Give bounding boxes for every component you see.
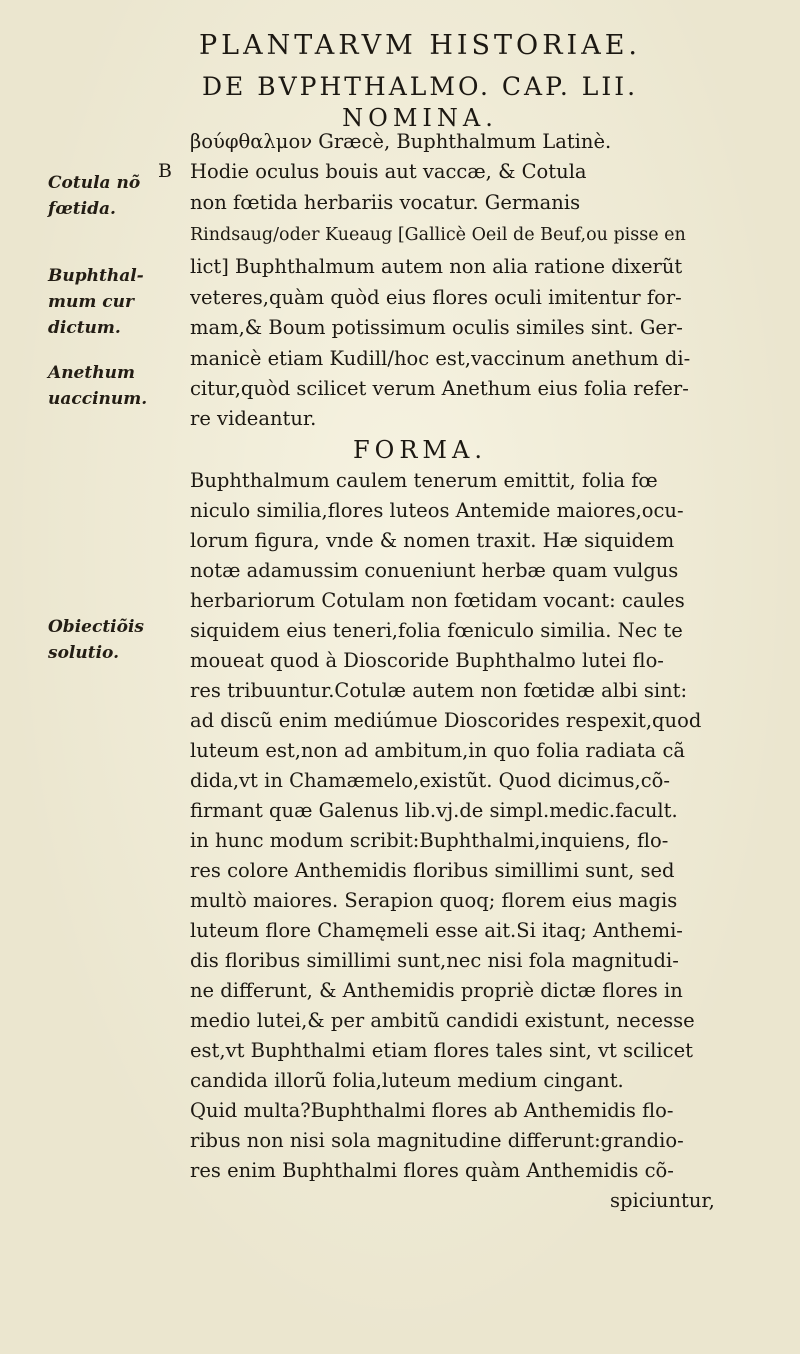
margin-note-buphthalmum [48, 263, 144, 341]
margin-note-cotula [48, 170, 140, 222]
body-line: herbariorum Cotulam non fœtidam vocant: caules [190, 589, 685, 612]
body-line: ribus non nisi sola magnitudine differunt:grandio- [190, 1129, 684, 1152]
body-line: ne differunt, & Anthemidis propriè dictæ flores in [190, 979, 683, 1002]
body-line: lorum figura, vnde & nomen traxit. Hæ siquidem [190, 529, 675, 552]
body-line: moueat quod à Dioscoride Buphthalmo lutei flo- [190, 649, 664, 672]
chapter-title: DE BVPHTHALMO. CAP. LII. [201, 72, 639, 101]
body-line: Hodie oculus bouis aut vaccæ, & Cotula [190, 160, 587, 183]
section-heading-forma: FORMA. [353, 436, 487, 464]
margin-note-line: Obiectiõis [48, 617, 144, 637]
margin-note-line: dictum. [48, 318, 121, 338]
body-line: res colore Anthemidis floribus simillimi sunt, sed [190, 859, 675, 882]
margin-note-line: Cotula nõ [48, 173, 141, 193]
body-line: mam,& Boum potissimum oculis similes sint. Ger- [190, 316, 683, 339]
margin-note-line: solutio. [48, 643, 119, 663]
body-line: lict] Buphthalmum autem non alia ratione dixerũt [190, 255, 683, 278]
body-line: dida,vt in Chamæmelo,existũt. Quod dicimus,cõ- [190, 769, 670, 792]
body-line: dis floribus simillimi sunt,nec nisi fola magnitudi- [190, 949, 679, 972]
body-line: Rindsaug/oder Kueaug [Gallicè Oeil de Beuf,ou pisse en [190, 225, 686, 245]
body-line: luteum est,non ad ambitum,in quo folia radiata cã [190, 739, 686, 762]
body-line: non fœtida herbariis vocatur. Germanis [190, 191, 581, 214]
margin-note-line: fœtida. [48, 199, 116, 219]
running-head: PLANTARVM HISTORIAE. [199, 30, 641, 61]
body-line: citur,quòd scilicet verum Anethum eius folia refer- [190, 377, 689, 400]
body-line: veteres,quàm quòd eius flores oculi imitentur for- [190, 286, 682, 309]
margin-note-obiectio [48, 614, 144, 666]
body-line: manicè etiam Kudill/hoc est,vaccinum anethum di- [190, 347, 691, 370]
body-line: in hunc modum scribit:Buphthalmi,inquiens, flo- [190, 829, 669, 852]
margin-note-line: mum cur [48, 292, 134, 312]
body-line: multò maiores. Serapion quoq; florem eius magis [190, 889, 678, 912]
body-line: ad discũ enim mediúmue Dioscorides respexit,quod [190, 709, 702, 732]
body-line: siquidem eius teneri,folia fœniculo similia. Nec te [190, 619, 683, 642]
margin-note-line: uaccinum. [48, 389, 148, 409]
body-line: est,vt Buphthalmi etiam flores tales sint, vt scilicet [190, 1039, 693, 1062]
margin-note-anethum [48, 360, 147, 412]
body-line: Quid multa?Buphthalmi flores ab Anthemidis flo- [190, 1099, 674, 1122]
body-line: niculo similia,flores luteos Antemide maiores,ocu- [190, 499, 684, 522]
body-line: luteum flore Chamęmeli esse ait.Si itaq; Anthemi- [190, 919, 683, 942]
margin-note-line: Buphthal- [48, 266, 144, 286]
body-line: firmant quæ Galenus lib.vj.de simpl.medic.facult. [190, 799, 678, 822]
paragraph-marker: B [158, 160, 172, 182]
body-line: res tribuuntur.Cotulæ autem non fœtidæ albi sint: [190, 679, 688, 702]
body-line: re videantur. [190, 407, 317, 430]
catchword: spiciuntur, [610, 1189, 715, 1212]
body-line: candida illorũ folia,luteum medium cingant. [190, 1069, 624, 1092]
body-line: medio lutei,& per ambitũ candidi existunt, necesse [190, 1009, 695, 1032]
body-line: Buphthalmum caulem tenerum emittit, folia fœ [190, 469, 658, 492]
body-line: res enim Buphthalmi flores quàm Anthemidis cõ- [190, 1159, 674, 1182]
section-heading-nomina: NOMINA. [342, 104, 498, 132]
margin-note-line: Anethum [48, 363, 135, 383]
body-line: notæ adamussim conueniunt herbæ quam vulgus [190, 559, 679, 582]
body-line: βούφθαλμον Græcè, Buphthalmum Latinè. [190, 130, 612, 153]
